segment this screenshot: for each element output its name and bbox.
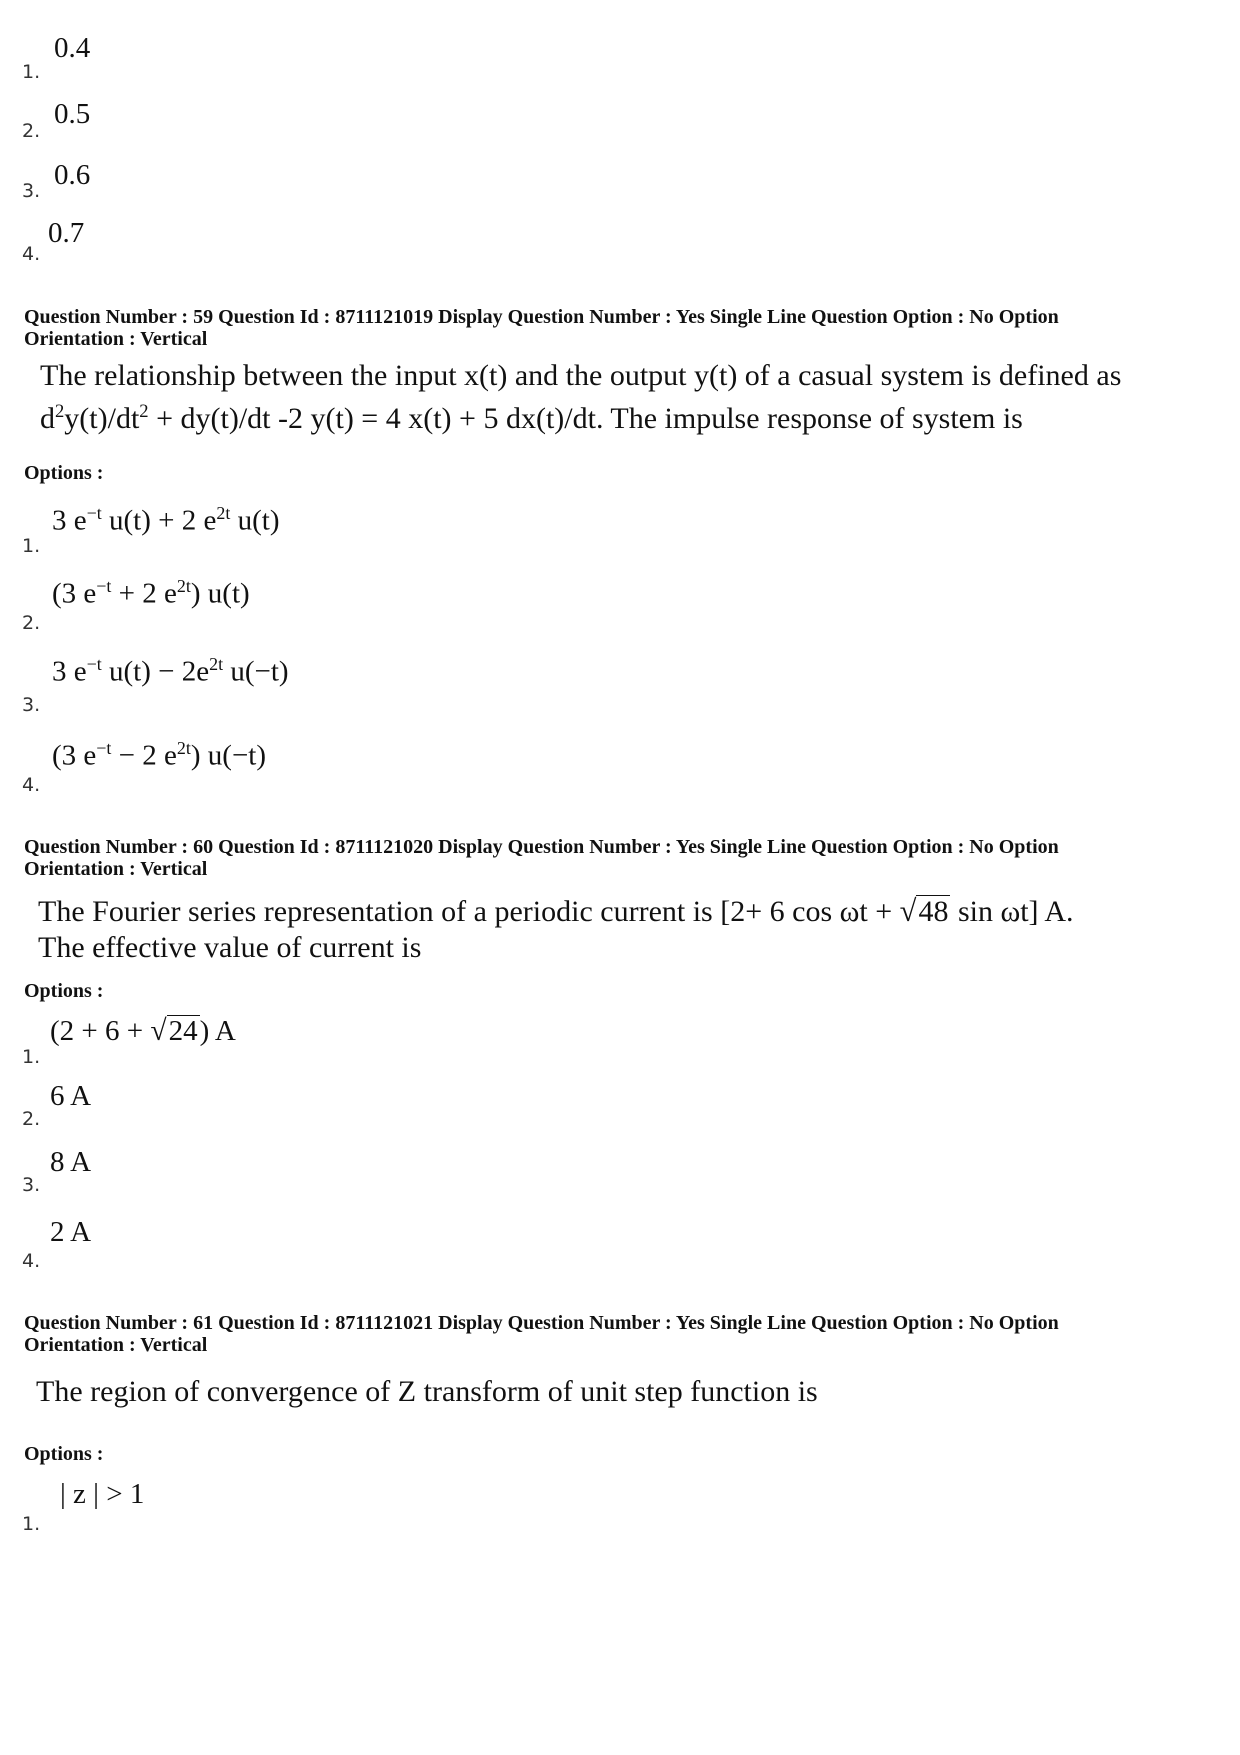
question-text-line: The relationship between the input x(t) and the output y(t) of a casual system is defined as	[40, 359, 1122, 392]
question-text	[40, 358, 1121, 437]
question-text	[36, 1374, 818, 1410]
option-number: 1.	[22, 535, 41, 557]
option-text: (2 + 6 + √24) A	[50, 1015, 236, 1047]
option-number: 4.	[22, 243, 41, 265]
option-number: 4.	[22, 1250, 41, 1272]
options-label: Options :	[24, 980, 104, 1002]
question-meta	[24, 1312, 1059, 1356]
option-number: 1.	[22, 1513, 41, 1535]
option-text: | z | > 1	[60, 1478, 145, 1510]
option-number: 2.	[22, 612, 41, 634]
option-number: 3.	[22, 180, 41, 202]
question-meta-line: Orientation : Vertical	[24, 328, 208, 350]
option-number: 4.	[22, 774, 41, 796]
question-meta-line: Question Number : 59 Question Id : 8711121019 Display Question Number : Yes Single Line Question Option : No Option	[24, 306, 1059, 328]
options-label: Options :	[24, 462, 104, 484]
option-number: 2.	[22, 120, 41, 142]
option-text: (3 $e^{-t} - 2$ $e^{2t}$) u(−t)	[52, 738, 267, 772]
question-text	[38, 893, 1074, 966]
option-text: 0.7	[48, 217, 85, 249]
option-text: 0.4	[54, 32, 91, 64]
question-text-line: The region of convergence of Z transform of unit step function is	[36, 1375, 818, 1408]
question-meta-line: Orientation : Vertical	[24, 858, 208, 880]
option-number: 3.	[22, 1174, 41, 1196]
option-text: 2 A	[50, 1216, 92, 1248]
question-meta-line: Orientation : Vertical	[24, 1334, 208, 1356]
option-number: 1.	[22, 1046, 41, 1068]
option-number: 2.	[22, 1108, 41, 1130]
option-number: 3.	[22, 694, 41, 716]
option-text: 0.6	[54, 159, 91, 191]
question-text-line: The Fourier series representation of a periodic current is [2+ 6 cos ωt + √48 sin ωt] A.	[38, 894, 1074, 928]
question-text-line: The effective value of current is	[38, 931, 422, 964]
option-text: 0.5	[54, 98, 91, 130]
option-text: 3 $e^{-t}$ $u(t) - 2e^{2t}$ u(−t)	[52, 654, 289, 688]
question-meta-line: Question Number : 61 Question Id : 8711121021 Display Question Number : Yes Single Line Question Option : No Option	[24, 1312, 1059, 1334]
question-meta-line: Question Number : 60 Question Id : 8711121020 Display Question Number : Yes Single Line Question Option : No Option	[24, 836, 1059, 858]
question-text-line: $d^2y(t)/dt^2 + dy(t)/dt$ -2 y(t) = 4 x(t) + 5 dx(t)/dt. The impulse response of system is	[40, 401, 1023, 435]
option-number: 1.	[22, 61, 41, 83]
option-text: 3 $e^{-t}$ u(t) + 2 $e^{2t}$ u(t)	[52, 503, 280, 537]
question-meta	[24, 306, 1059, 350]
option-text: 6 A	[50, 1080, 92, 1112]
option-text: (3 $e^{-t} + 2$ $e^{2t}$) u(t)	[52, 576, 250, 610]
options-label: Options :	[24, 1443, 104, 1465]
question-meta	[24, 836, 1059, 880]
option-text: 8 A	[50, 1146, 92, 1178]
